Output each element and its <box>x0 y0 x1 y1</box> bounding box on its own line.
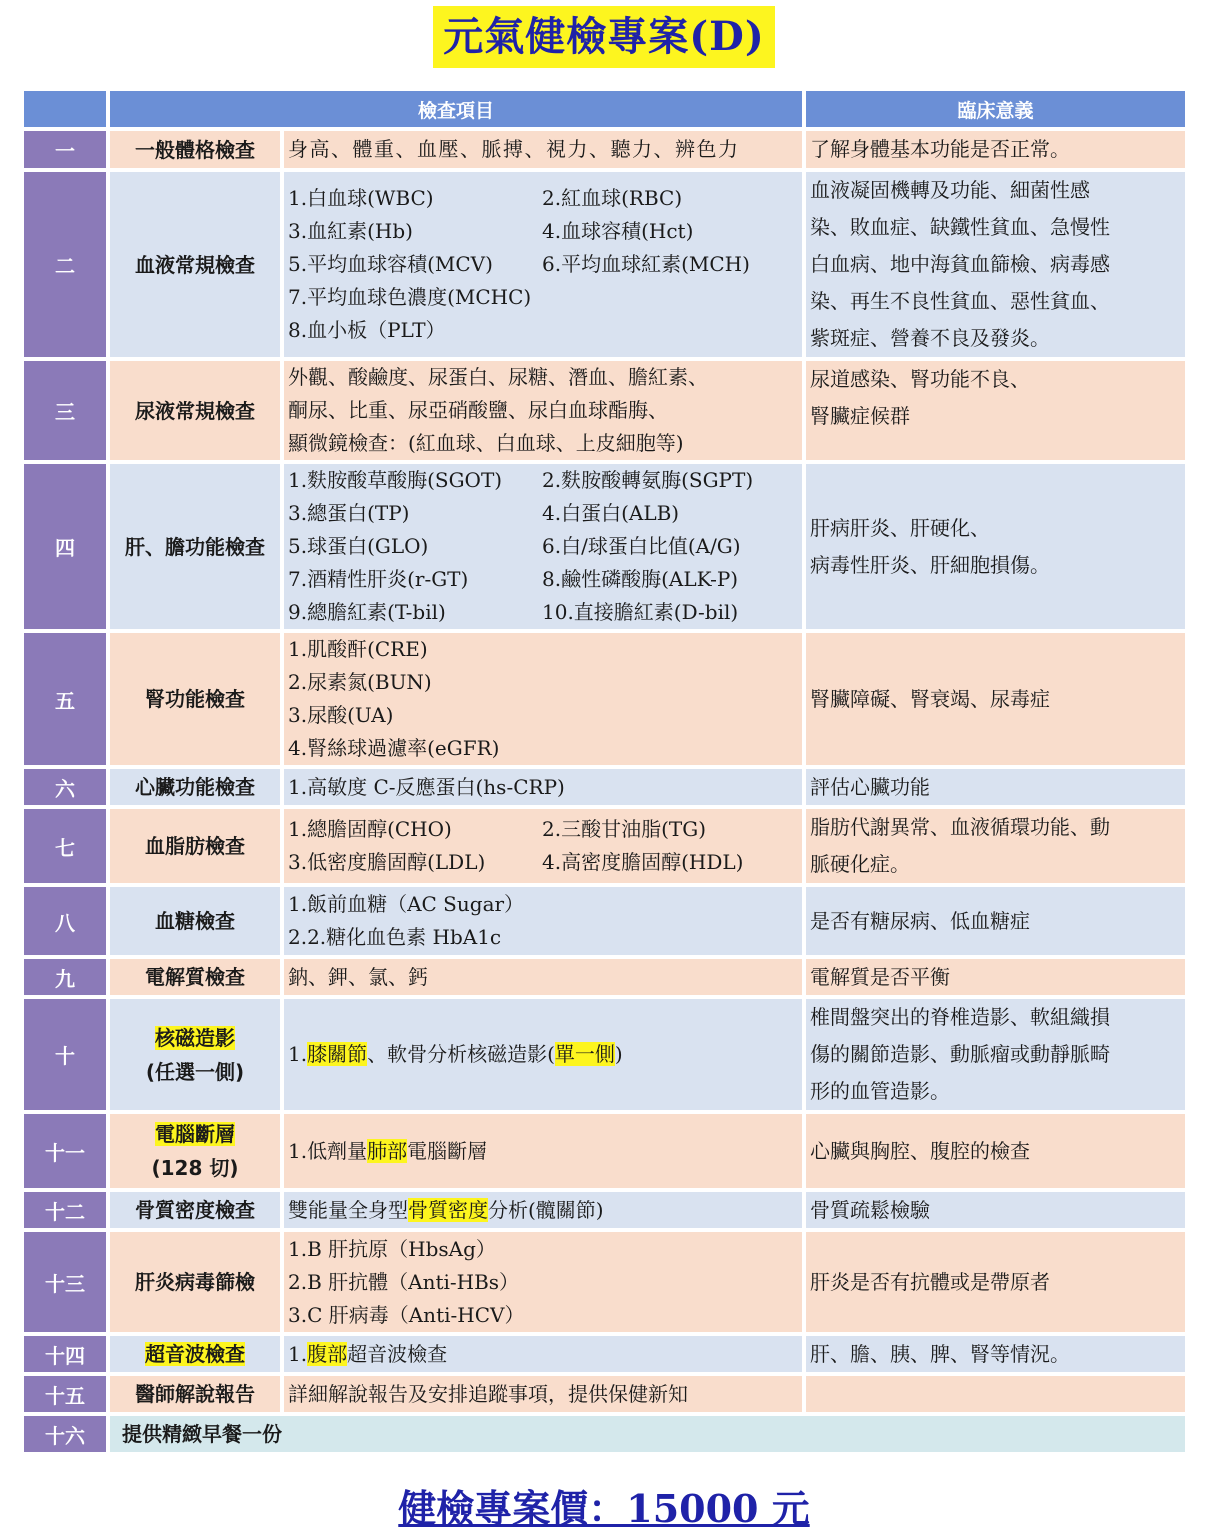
row-category: 醫師解說報告 <box>110 1376 280 1412</box>
row-meaning: 心臟與胸腔、腹腔的檢查 <box>806 1114 1185 1188</box>
row-category: 血糖檢查 <box>110 887 280 955</box>
table-row <box>24 172 1185 357</box>
table-row <box>24 1114 1185 1188</box>
row-number: 十二 <box>24 1192 106 1228</box>
row-number: 四 <box>24 464 106 629</box>
item: 6.平均血球紅素(MCH) <box>542 252 750 276</box>
row-meaning: 脂肪代謝異常、血液循環功能、動 脈硬化症。 <box>806 809 1185 883</box>
price-label: 健檢專案價：15000 元 <box>398 1486 810 1531</box>
table-row <box>24 361 1185 460</box>
table-row <box>24 999 1185 1110</box>
header-blank <box>24 91 106 127</box>
row-items: 1.低劑量肺部電腦斷層 <box>284 1114 802 1188</box>
row-number: 三 <box>24 361 106 460</box>
row-category: 核磁造影 (任選一側) <box>110 999 280 1110</box>
row-items: 1.B 肝抗原（HbsAg） 2.B 肝抗體（Anti-HBs） 3.C 肝病毒（Anti-HCV） <box>284 1232 802 1332</box>
item: 3.血紅素(Hb) <box>288 219 413 243</box>
row-items: 1.膝關節、軟骨分析核磁造影(單一側) <box>284 999 802 1110</box>
item: 5.平均血球容積(MCV) <box>288 252 493 276</box>
row-number: 十四 <box>24 1336 106 1372</box>
row-items: 1.總膽固醇(CHO) 2.三酸甘油脂(TG) 3.低密度膽固醇(LDL) 4.高密度膽固醇(HDL) <box>284 809 802 883</box>
row-category: 電解質檢查 <box>110 959 280 995</box>
item: 2.紅血球(RBC) <box>542 186 683 210</box>
checkup-table <box>20 87 1189 1456</box>
row-category: 一般體格檢查 <box>110 131 280 168</box>
table-row <box>24 809 1185 883</box>
row-items: 1.腹部超音波檢查 <box>284 1336 802 1372</box>
row-meaning: 肝炎是否有抗體或是帶原者 <box>806 1232 1185 1332</box>
item: 1.白血球(WBC) <box>288 186 434 210</box>
row-number: 十五 <box>24 1376 106 1412</box>
row-items <box>284 172 802 357</box>
table-row <box>24 1416 1185 1452</box>
row-meaning: 椎間盤突出的脊椎造影、軟組織損 傷的關節造影、動脈瘤或動靜脈畸 形的血管造影。 <box>806 999 1185 1110</box>
row-number: 十一 <box>24 1114 106 1188</box>
row-items: 1.肌酸酐(CRE) 2.尿素氮(BUN) 3.尿酸(UA) 4.腎絲球過濾率(eGFR) <box>284 633 802 765</box>
row-items: 外觀、酸鹼度、尿蛋白、尿糖、潛血、膽紅素、 酮尿、比重、尿亞硝酸鹽、尿白血球酯脢、 顯微鏡檢查：(紅血球、白血球、上皮細胞等) <box>284 361 802 460</box>
row-category: 血液常規檢查 <box>110 172 280 357</box>
row-meaning: 尿道感染、腎功能不良、 腎臟症候群 <box>806 361 1185 460</box>
row-number: 六 <box>24 769 106 805</box>
table-row <box>24 769 1185 805</box>
item: 7.平均血球色濃度(MCHC) <box>288 285 532 309</box>
row-category: 心臟功能檢查 <box>110 769 280 805</box>
row-meaning <box>806 1376 1185 1412</box>
table-row <box>24 633 1185 765</box>
row-number: 八 <box>24 887 106 955</box>
row-items: 身高、體重、血壓、脈搏、視力、聽力、辨色力 <box>284 131 802 168</box>
row-meaning: 是否有糖尿病、低血糖症 <box>806 887 1185 955</box>
row-category: 尿液常規檢查 <box>110 361 280 460</box>
table-row <box>24 1232 1185 1332</box>
row-category: 肝、膽功能檢查 <box>110 464 280 629</box>
row-meaning: 肝、膽、胰、脾、腎等情況。 <box>806 1336 1185 1372</box>
row-items: 1.飯前血糖（AC Sugar） 2.2.糖化血色素 HbA1c <box>284 887 802 955</box>
row-meaning: 血液凝固機轉及功能、細菌性感 染、敗血症、缺鐵性貧血、急慢性 白血病、地中海貧血篩檢、病毒感 染、再生不良性貧血、惡性貧血、 紫斑症、營養不良及發炎。 <box>806 172 1185 357</box>
row-category: 腎功能檢查 <box>110 633 280 765</box>
item: 4.血球容積(Hct) <box>542 219 694 243</box>
row-category: 血脂肪檢查 <box>110 809 280 883</box>
row-meaning: 肝病肝炎、肝硬化、 病毒性肝炎、肝細胞損傷。 <box>806 464 1185 629</box>
table-row <box>24 1376 1185 1412</box>
row-items: 鈉、鉀、氯、鈣 <box>284 959 802 995</box>
row-number: 一 <box>24 131 106 168</box>
row-items: 詳細解說報告及安排追蹤事項，提供保健新知 <box>284 1376 802 1412</box>
row-number: 十三 <box>24 1232 106 1332</box>
row-items: 1.麩胺酸草酸脢(SGOT) 2.麩胺酸轉氨脢(SGPT) 3.總蛋白(TP) 4.白蛋白(ALB) 5.球蛋白(GLO) 6.白/球蛋白比值(A/G) 7.酒精性肝炎(r-GT) 8.鹼性磷酸脢(ALK-P) 9.總膽紅素(T-bil) 10.直接膽紅素(D-bil) <box>284 464 802 629</box>
row-number: 九 <box>24 959 106 995</box>
row-meaning: 評估心臟功能 <box>806 769 1185 805</box>
table-row <box>24 1336 1185 1372</box>
row-items: 雙能量全身型骨質密度分析(髖關節) <box>284 1192 802 1228</box>
table-row <box>24 887 1185 955</box>
page-title: 元氣健檢專案(D) <box>433 6 775 68</box>
row-meaning: 電解質是否平衡 <box>806 959 1185 995</box>
row-category: 超音波檢查 <box>110 1336 280 1372</box>
table-row <box>24 1192 1185 1228</box>
row-meaning: 骨質疏鬆檢驗 <box>806 1192 1185 1228</box>
item: 8.血小板（PLT） <box>288 318 446 342</box>
row-number: 十 <box>24 999 106 1110</box>
row-meaning: 了解身體基本功能是否正常。 <box>806 131 1185 168</box>
row-items: 1.高敏度 C-反應蛋白(hs-CRP) <box>284 769 802 805</box>
row-category: 電腦斷層 (128 切) <box>110 1114 280 1188</box>
row-category: 提供精緻早餐一份 <box>110 1416 1185 1452</box>
table-row <box>24 131 1185 168</box>
row-meaning: 腎臟障礙、腎衰竭、尿毒症 <box>806 633 1185 765</box>
table-row <box>24 959 1185 995</box>
row-number: 五 <box>24 633 106 765</box>
row-category: 肝炎病毒篩檢 <box>110 1232 280 1332</box>
row-number: 七 <box>24 809 106 883</box>
header-items: 檢查項目 <box>110 91 802 127</box>
table-row <box>24 464 1185 629</box>
row-number: 二 <box>24 172 106 357</box>
row-category: 骨質密度檢查 <box>110 1192 280 1228</box>
header-meaning: 臨床意義 <box>806 91 1185 127</box>
row-number: 十六 <box>24 1416 106 1452</box>
